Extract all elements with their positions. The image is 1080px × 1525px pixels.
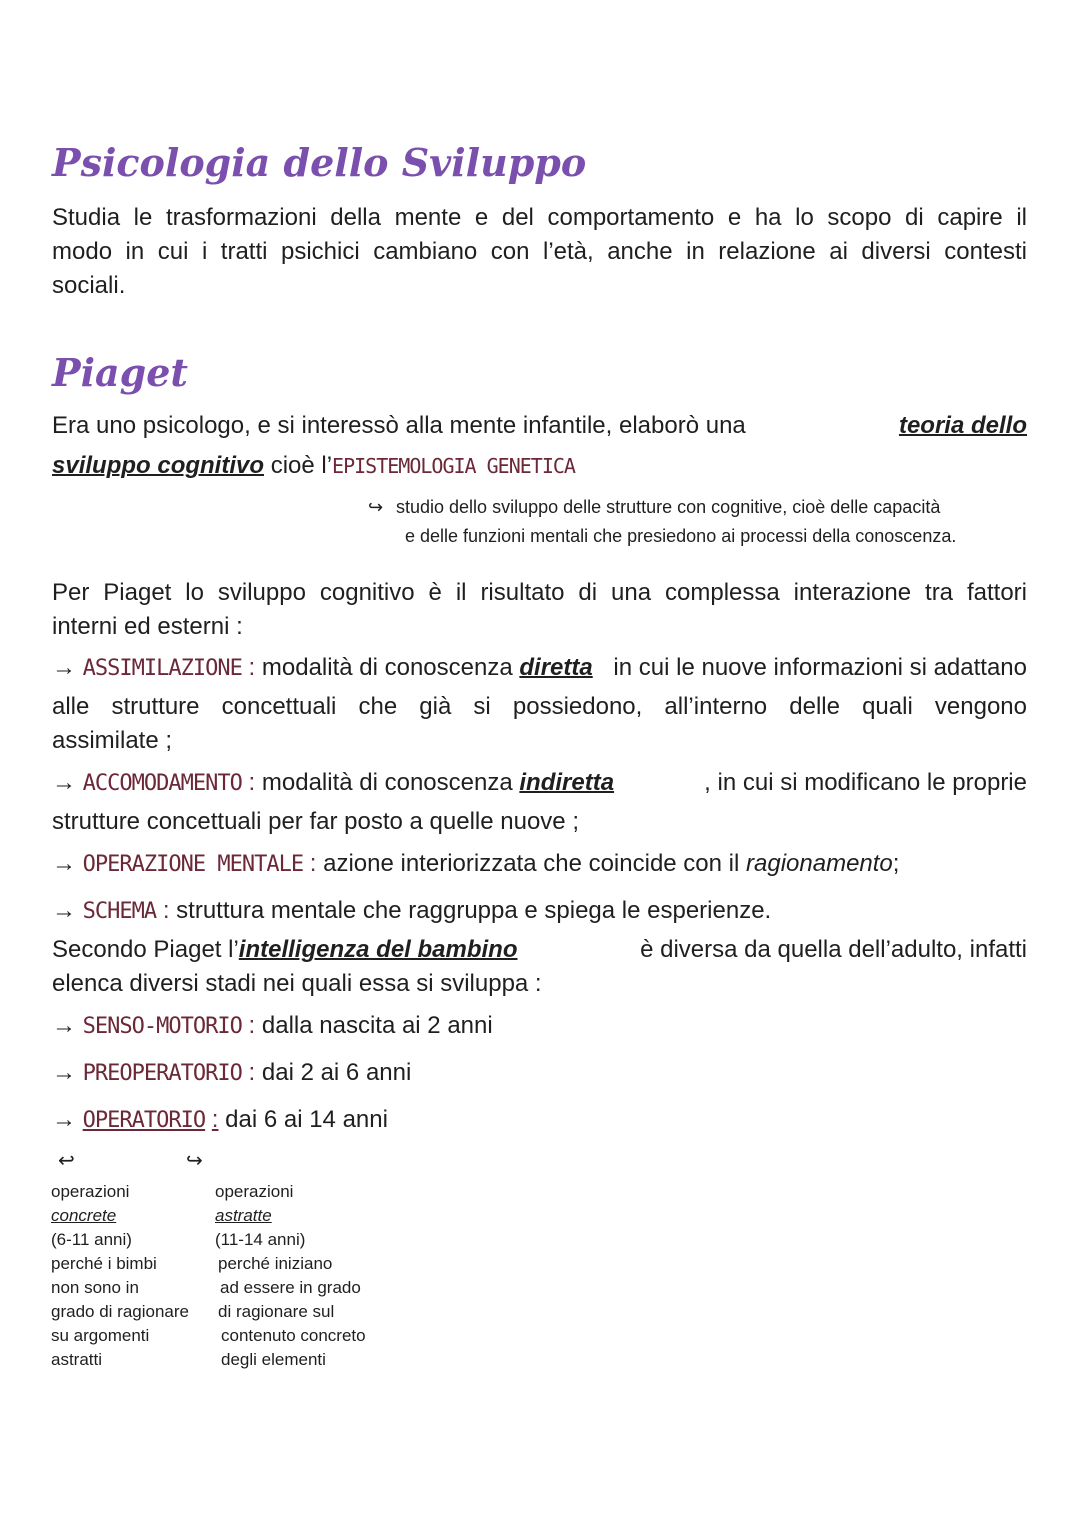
column-line-highlight: astratte xyxy=(215,1206,272,1225)
stage-age: dalla nascita ai 2 anni xyxy=(261,1012,493,1039)
paragraph-line: modo in cui i tratti psichici cambiano con l’età, anche in relazione ai diversi contesti xyxy=(52,238,1027,265)
paragraph-line: interni ed esterni : xyxy=(52,613,243,640)
stage-senso-motorio xyxy=(52,1009,493,1044)
paragraph-line: Studia le trasformazioni della mente e del comportamento e ha lo scopo di capire il xyxy=(52,204,1027,231)
handwritten-term-assimilazione: ASSIMILAZIONE xyxy=(82,656,242,681)
column-line: perché iniziano xyxy=(218,1254,333,1273)
handwritten-term-epistemologia: EPISTEMOLOGIA GENETICA xyxy=(332,454,575,478)
arrow-icon: → xyxy=(52,1012,76,1039)
arrow-icon: → xyxy=(52,769,76,796)
intro-text: Era uno psicologo, e si interessò alla mente infantile, elaborò una xyxy=(52,412,746,439)
definition-text: modalità di conoscenza xyxy=(261,769,513,796)
paragraph-text: Secondo Piaget l’ xyxy=(52,936,239,963)
paragraph-line: assimilate ; xyxy=(52,727,173,754)
colon: : xyxy=(248,1059,256,1086)
operazione-mentale-line xyxy=(52,847,899,882)
column-line: di ragionare sul xyxy=(218,1302,335,1321)
definition-text: azione interiorizzata che coincide con il xyxy=(323,850,740,877)
column-line: su argomenti xyxy=(51,1326,150,1345)
column-line: operazioni xyxy=(51,1182,130,1201)
intro-connector: cioè l’ xyxy=(270,452,333,479)
column-line-highlight: concrete xyxy=(51,1206,117,1225)
key-term-theory: teoria dello xyxy=(898,412,1027,439)
definition-text: struttura mentale che raggruppa e spiega le esperienze. xyxy=(176,897,772,924)
handwritten-term-operazione-mentale: OPERAZIONE MENTALE xyxy=(82,852,304,877)
column-line: perché i bimbi xyxy=(51,1254,157,1273)
paragraph-text: è diversa da quella dell’adulto, infatti xyxy=(640,936,1027,963)
schema-line xyxy=(52,894,771,929)
column-line: contenuto concreto xyxy=(221,1326,366,1345)
handwritten-term-accomodamento: ACCOMODAMENTO xyxy=(82,771,242,796)
colon: : xyxy=(162,897,170,924)
paragraph-line: Per Piaget lo sviluppo cognitivo è il risultato di una complessa interazione tra fattori xyxy=(52,579,1027,606)
column-concrete xyxy=(51,1180,189,1372)
stage-age: dai 2 ai 6 anni xyxy=(261,1059,412,1086)
arrow-icon: → xyxy=(52,654,76,681)
handwritten-term-schema: SCHEMA xyxy=(82,899,157,924)
intelligenza-line xyxy=(52,933,1027,967)
definition-text: , in cui si modificano le proprie xyxy=(704,769,1027,796)
accomodamento-line xyxy=(52,766,1027,801)
column-line: ad essere in grado xyxy=(220,1278,361,1297)
definition-text: modalità di conoscenza xyxy=(261,654,513,681)
colon: : xyxy=(248,654,256,681)
handwritten-term-preoperatorio: PREOPERATORIO xyxy=(82,1061,242,1086)
arrow-icon: → xyxy=(52,1059,76,1086)
left-branch-arrow-icon: ↩ xyxy=(58,1150,75,1172)
column-line: grado di ragionare xyxy=(51,1302,189,1321)
paragraph-line: elenca diversi stadi nei quali essa si sviluppa : xyxy=(52,970,542,997)
intro-line-2 xyxy=(52,449,575,483)
punctuation: ; xyxy=(892,850,900,877)
column-line: operazioni xyxy=(215,1182,294,1201)
intro-line xyxy=(52,409,1027,443)
handwritten-term-operatorio: OPERATORIO xyxy=(82,1108,206,1133)
key-term-cognitive: sviluppo cognitivo xyxy=(52,452,265,479)
right-branch-arrow-icon: ↪ xyxy=(186,1150,203,1172)
paragraph-line: alle strutture concettuali che già si possiedono, all’interno delle quali vengono xyxy=(52,693,1027,720)
section-title-psicologia: Psicologia dello Sviluppo xyxy=(52,140,587,185)
key-term-intelligenza: intelligenza del bambino xyxy=(238,936,518,963)
stage-age: dai 6 ai 14 anni xyxy=(225,1106,388,1133)
column-line: astratti xyxy=(51,1350,103,1369)
stage-preoperatorio xyxy=(52,1056,411,1091)
note-arrow-icon: ↪ xyxy=(368,497,384,517)
colon: : xyxy=(248,1012,256,1039)
note-line: e delle funzioni mentali che presiedono ai processi della conoscenza. xyxy=(405,526,957,546)
key-term-indiretta: indiretta xyxy=(519,769,615,796)
handwritten-term-senso-motorio: SENSO-MOTORIO xyxy=(82,1014,242,1039)
note-line: studio dello sviluppo delle strutture con cognitive, cioè delle capacità xyxy=(396,497,941,517)
column-line: degli elementi xyxy=(221,1350,326,1369)
key-term-diretta: diretta xyxy=(519,654,593,681)
column-line: non sono in xyxy=(51,1278,139,1297)
arrow-icon: → xyxy=(52,1106,76,1133)
column-line: (6-11 anni) xyxy=(51,1230,132,1249)
assimilazione-line xyxy=(52,651,1027,686)
definition-text: in cui le nuove informazioni si adattano xyxy=(613,654,1027,681)
paragraph-line: strutture concettuali per far posto a quelle nuove ; xyxy=(52,808,579,835)
column-astratte xyxy=(215,1180,366,1372)
stage-operatorio xyxy=(52,1103,388,1138)
colon: : xyxy=(211,1106,219,1133)
section-title-piaget: Piaget xyxy=(52,350,188,395)
paragraph-line: sociali. xyxy=(52,272,126,299)
colon: : xyxy=(309,850,317,877)
colon: : xyxy=(248,769,256,796)
key-term-ragionamento: ragionamento xyxy=(746,850,893,877)
arrow-icon: → xyxy=(52,897,76,924)
column-line: (11-14 anni) xyxy=(215,1230,306,1249)
arrow-icon: → xyxy=(52,850,76,877)
